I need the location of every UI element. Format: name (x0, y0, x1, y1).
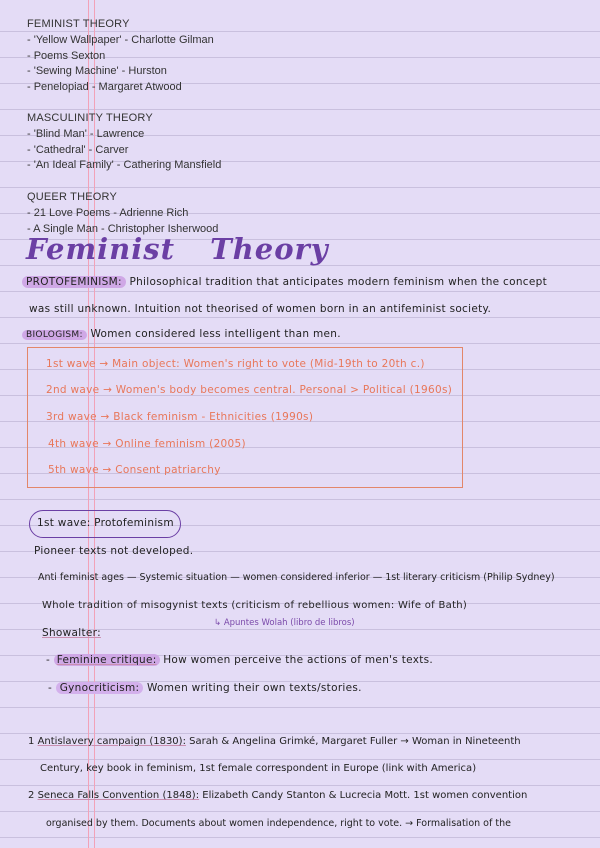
item-1-line (28, 736, 521, 747)
showalter-label (42, 627, 101, 639)
wave-item: 2nd wave → Women's body becomes central. Personal > Political (1960s) (46, 384, 453, 396)
gynocriticism-term: Gynocriticism: (56, 682, 144, 694)
list-item: - Penelopiad - Margaret Atwood (27, 81, 182, 94)
gynocriticism-definition: Women writing their own texts/stories. (146, 682, 362, 694)
list-item: - 'Cathedral' - Carver (27, 143, 129, 156)
list-item: - 21 Love Poems - Adrienne Rich (27, 206, 189, 219)
wave-item: 1st wave → Main object: Women's right to vote (Mid-19th to 20th c.) (46, 358, 425, 370)
biologism-term: BIOLOGISM: (22, 330, 87, 340)
list-item: - A Single Man - Christopher Isherwood (27, 222, 219, 235)
list-item: - 'Blind Man' - Lawrence (27, 127, 145, 140)
item-1-line-2: Century, key book in feminism, 1st female correspondent in Europe (link with America) (40, 763, 477, 774)
first-wave-heading: 1st wave: Protofeminism (37, 517, 174, 529)
wave-item: 4th wave → Online feminism (2005) (48, 438, 246, 450)
biologism-definition: Women considered less intelligent than men. (90, 328, 341, 340)
protofeminism-term: PROTOFEMINISM: (22, 276, 126, 288)
feminine-critique-line: - Feminine critique: How women perceive the actions of men's texts. (46, 654, 434, 666)
pioneer-line: Pioneer texts not developed. (34, 545, 194, 557)
queer-reading-list (27, 190, 218, 237)
list-item: - 'Sewing Machine' - Hurston (27, 65, 167, 78)
biologism-line (22, 328, 341, 340)
gynocriticism-line: - Gynocriticism: Women writing their own texts/stories. (48, 682, 362, 694)
list-item: - Poems Sexton (27, 49, 106, 62)
item-2-line-2: organised by them. Documents about women independence, right to vote. → Formalisation of the (46, 818, 511, 829)
item-1-term: Antislavery campaign (1830): (37, 736, 186, 747)
showalter-term: Showalter: (42, 627, 101, 639)
page-title: Feminist Theory (26, 232, 329, 266)
masculinity-reading-list (27, 111, 221, 174)
wave-item: 5th wave → Consent patriarchy (48, 464, 221, 476)
item-2-rest: Elizabeth Candy Stanton & Lucrecia Mott. 1st women convention (202, 790, 528, 801)
list-item: - 'Yellow Wallpaper' - Charlotte Gilman (27, 33, 214, 46)
list-item: - 'An Ideal Family' - Cathering Mansfield (27, 159, 222, 172)
item-number: 2 (28, 790, 35, 801)
apuntes-note: ↳ Apuntes Wolah (libro de libros) (214, 618, 355, 628)
protofeminism-definition: Philosophical tradition that anticipates modern feminism when the concept (129, 276, 548, 288)
protofeminism-line-2: was still unknown. Intuition not theorised of women born in an antifeminist society. (29, 303, 492, 315)
list-heading: QUEER THEORY (27, 191, 118, 203)
item-1-rest: Sarah & Angelina Grimké, Margaret Fuller → Woman in Nineteenth (189, 736, 521, 747)
feminist-reading-list (27, 17, 214, 96)
item-number: 1 (28, 736, 35, 747)
list-heading: FEMINIST THEORY (27, 18, 130, 30)
feminine-critique-term: Feminine critique: (54, 654, 160, 666)
list-heading: MASCULINITY THEORY (27, 112, 153, 124)
protofeminism-line (22, 276, 547, 288)
wave-item: 3rd wave → Black feminism - Ethnicities (1990s) (46, 411, 314, 423)
item-2-term: Seneca Falls Convention (1848): (37, 790, 200, 801)
antifeminist-line: Anti feminist ages — Systemic situation — women considered inferior — 1st literary criticism (Philip Sydney) (38, 572, 555, 583)
feminine-critique-definition: How women perceive the actions of men's texts. (163, 654, 434, 666)
tradition-line: Whole tradition of misogynist texts (criticism of rebellious women: Wife of Bath) (42, 600, 468, 611)
item-2-line (28, 790, 527, 801)
